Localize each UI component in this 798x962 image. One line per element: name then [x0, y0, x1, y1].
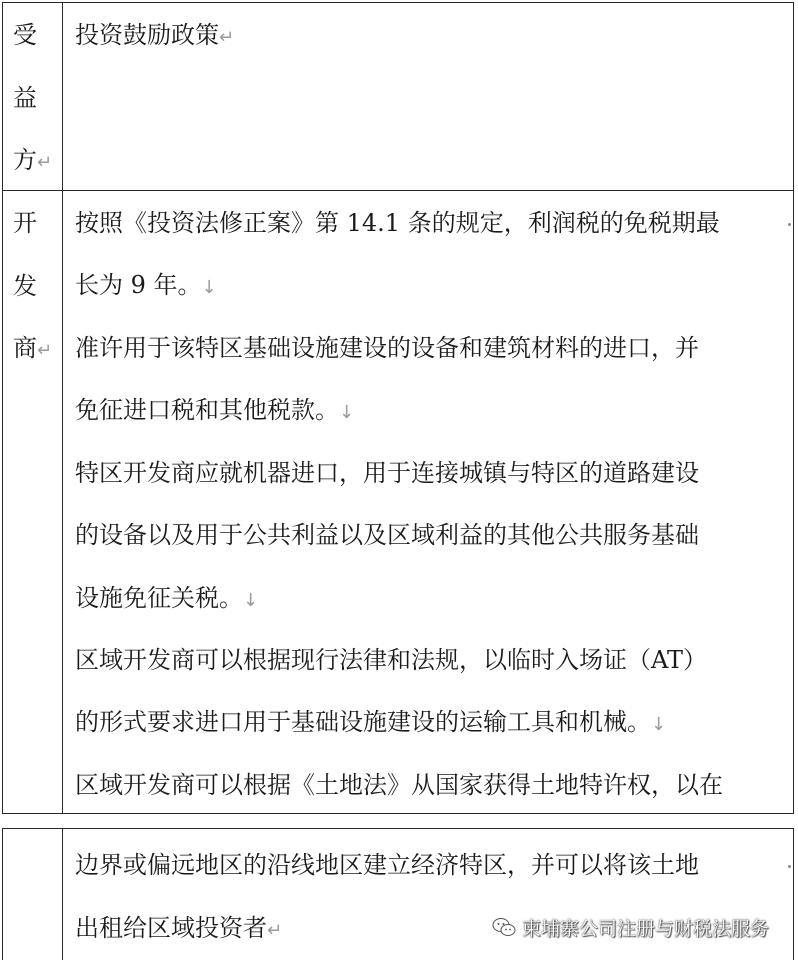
- content-line: 边界或偏远地区的沿线地区建立经济特区，并可以将该土地: [75, 851, 699, 879]
- content-line: 准许用于该特区基础设施建设的设备和建筑材料的进口，并: [75, 334, 699, 362]
- continuation-label-cell: [3, 829, 63, 960]
- developer-label-cell: [3, 191, 63, 813]
- wechat-icon: [492, 916, 516, 938]
- content-line: 特区开发商应就机器进口，用于连接城镇与特区的道路建设: [75, 459, 699, 487]
- content-line: 长为 9 年。↓: [75, 271, 217, 299]
- content-line: 的形式要求进口用于基础设施建设的运输工具和机械。↓: [75, 708, 667, 736]
- label-char: 益: [13, 84, 37, 112]
- line-break-dot: [788, 865, 791, 868]
- policy-table: [2, 2, 794, 814]
- label-char: 发: [13, 272, 37, 300]
- content-line: 的设备以及用于公共利益以及区域利益的其他公共服务基础: [75, 521, 699, 549]
- developer-row: [3, 191, 793, 813]
- content-line: 免征进口税和其他税款。↓: [75, 396, 355, 424]
- label-char: 商↵: [13, 334, 53, 362]
- content-line: 出租给区域投资者↵: [75, 914, 283, 942]
- content-line: 投资鼓励政策↵: [75, 21, 235, 49]
- beneficiary-label-cell: [3, 3, 63, 190]
- beneficiary-row: [3, 3, 793, 191]
- watermark-text: 柬埔寨公司注册与财税法服务: [522, 917, 770, 940]
- watermark: [492, 912, 769, 942]
- content-line: 按照《投资法修正案》第 14.1 条的规定，利润税的免税期最: [75, 209, 720, 237]
- content-line: 设施免征关税。↓: [75, 584, 259, 612]
- beneficiary-content-cell: [75, 3, 785, 190]
- content-line: 区域开发商可以根据现行法律和法规，以临时入场证（AT）: [75, 646, 708, 674]
- label-char: 受: [13, 21, 37, 49]
- developer-content-cell: [75, 191, 785, 813]
- content-line: 区域开发商可以根据《土地法》从国家获得土地特许权，以在: [75, 771, 723, 799]
- label-char: 方↵: [13, 146, 53, 174]
- label-char: 开: [13, 209, 37, 237]
- line-break-dot: [788, 223, 791, 226]
